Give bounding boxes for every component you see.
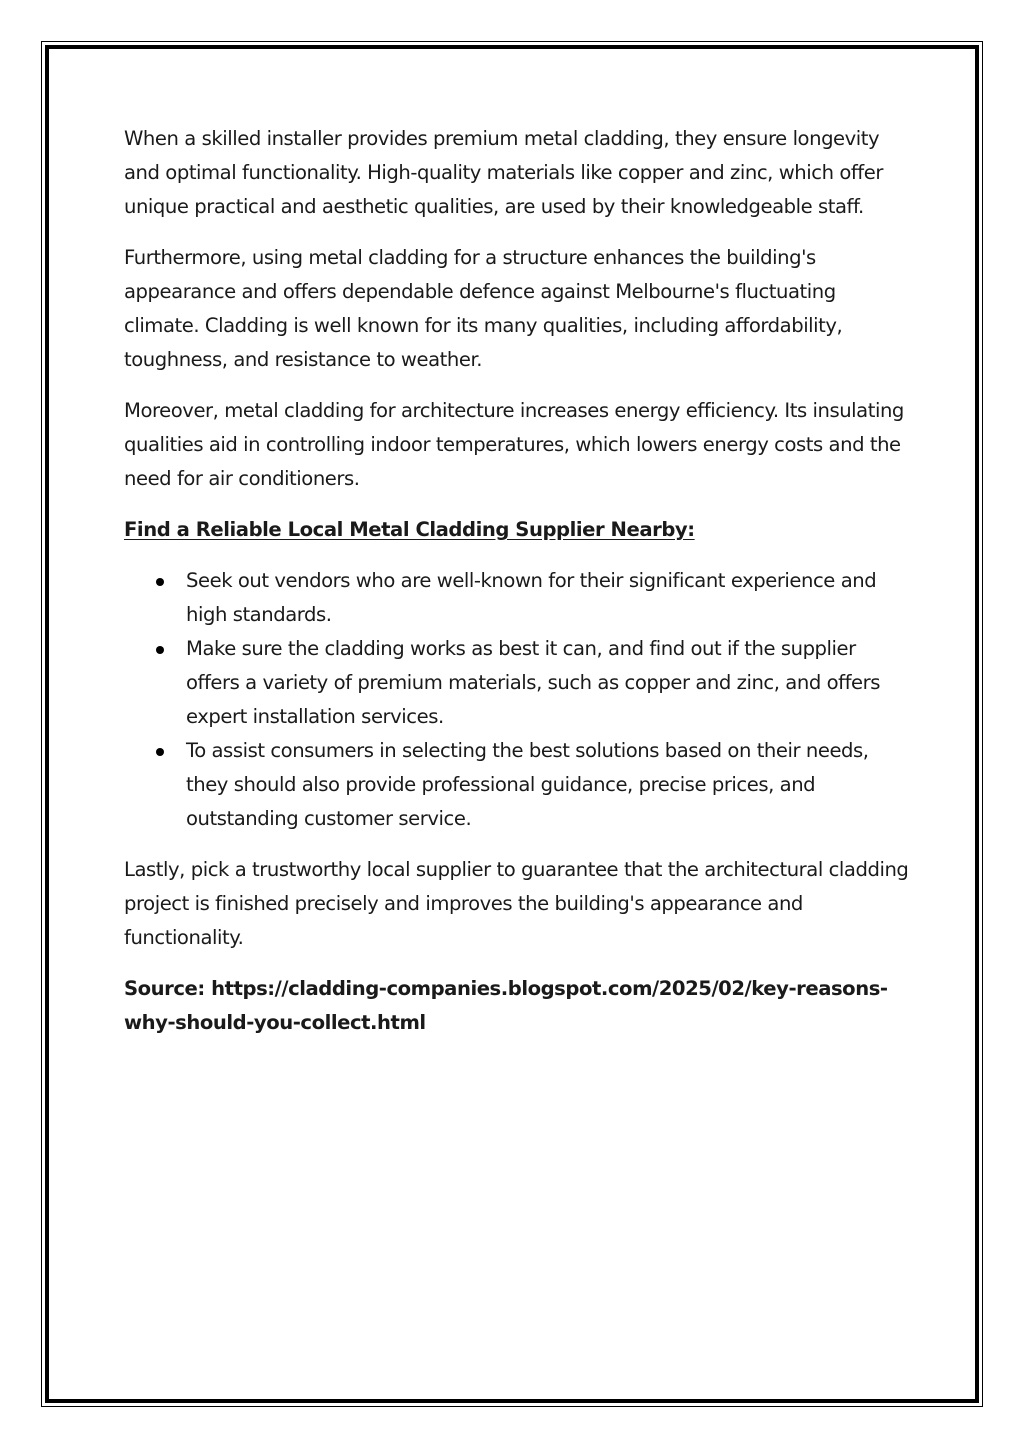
source-citation bbox=[124, 972, 914, 1040]
bullet-icon bbox=[156, 578, 164, 586]
bullet-icon bbox=[156, 748, 164, 756]
document-body bbox=[124, 122, 914, 1057]
list-item bbox=[124, 564, 914, 632]
source-url-line2: why-should-you-collect.html bbox=[124, 1011, 426, 1034]
bullet-list bbox=[124, 564, 914, 836]
source-url-line1: https://cladding-companies.blogspot.com/2025/02/key-reasons- bbox=[211, 977, 888, 1000]
list-item-text: Seek out vendors who are well-known for their significant experience and high standards. bbox=[186, 569, 877, 626]
source-label: Source: bbox=[124, 977, 205, 1000]
list-item bbox=[124, 734, 914, 836]
list-item-text: To assist consumers in selecting the best solutions based on their needs, they should also provide professional guidance, precise prices, and outstanding customer service. bbox=[186, 739, 869, 830]
paragraph-closing: Lastly, pick a trustworthy local supplier to guarantee that the architectural cladding project is finished precisely and improves the building's appearance and functionality. bbox=[124, 858, 909, 949]
list-item bbox=[124, 632, 914, 734]
bullet-icon bbox=[156, 646, 164, 654]
section-heading: Find a Reliable Local Metal Cladding Supplier Nearby: bbox=[124, 518, 695, 541]
paragraph-intro: When a skilled installer provides premium metal cladding, they ensure longevity and optimal functionality. High-quality materials like copper and zinc, which offer unique practical and aesthetic qualities, are used by their knowledgeable staff. bbox=[124, 127, 883, 218]
paragraph-energy: Moreover, metal cladding for architecture increases energy efficiency. Its insulating qualities aid in controlling indoor temperatures, which lowers energy costs and the need for air conditioners. bbox=[124, 399, 904, 490]
paragraph-appearance: Furthermore, using metal cladding for a structure enhances the building's appearance and offers dependable defence against Melbourne's fluctuating climate. Cladding is well known for its many qualities, including affordability, toughness, and resistance to weather. bbox=[124, 246, 843, 371]
list-item-text: Make sure the cladding works as best it can, and find out if the supplier offers a variety of premium materials, such as copper and zinc, and offers expert installation services. bbox=[186, 637, 880, 728]
